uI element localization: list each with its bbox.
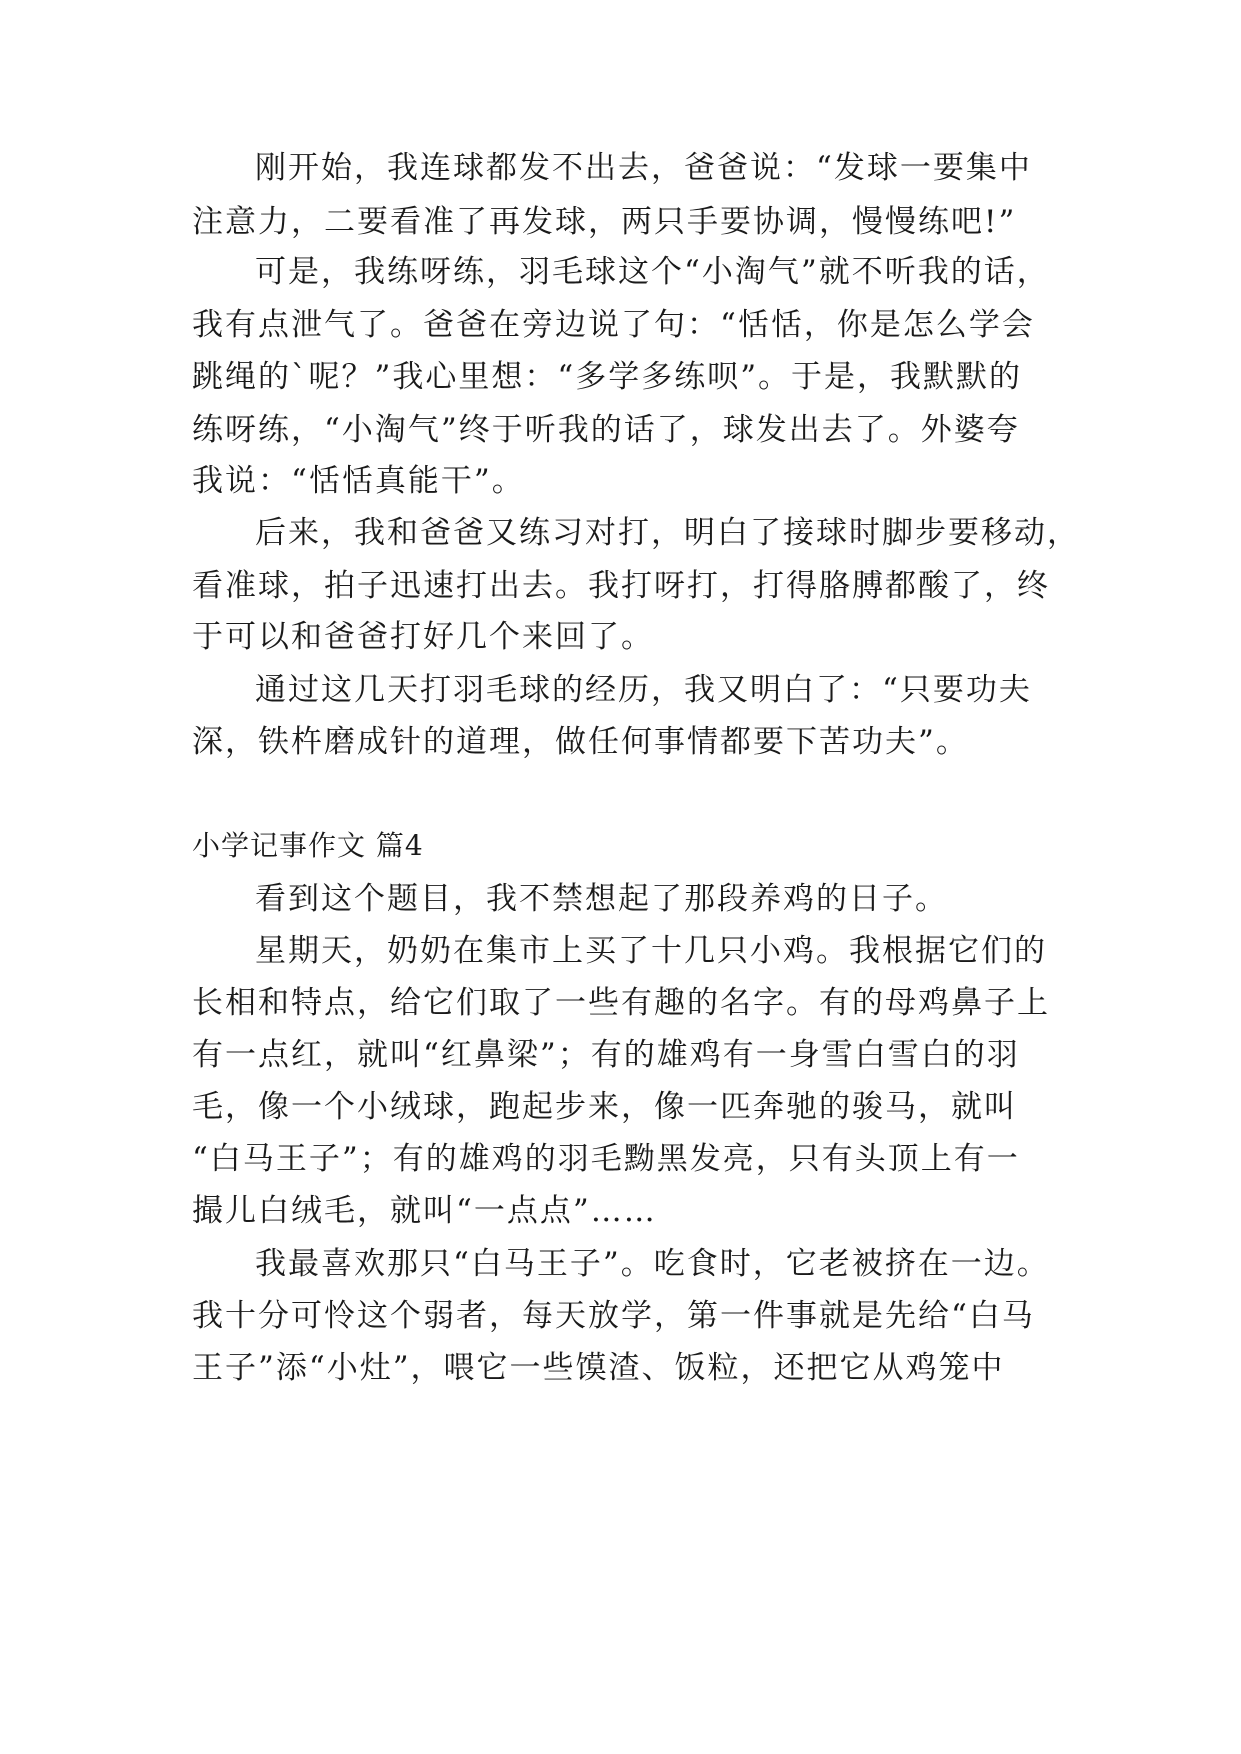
text-line: 星期天，奶奶在集市上买了十几只小鸡。我根据它们的 [255, 933, 1047, 969]
text-line: 可是，我练呀练，羽毛球这个“小淘气”就不听我的话， [255, 254, 1050, 290]
text-line: 有一点红，就叫“红鼻梁”；有的雄鸡有一身雪白雪白的羽 [192, 1037, 1020, 1073]
text-line: 通过这几天打羽毛球的经历，我又明白了：“只要功夫 [255, 672, 1032, 708]
text-line: 撮儿白绒毛，就叫“一点点”…… [192, 1193, 657, 1229]
text-line: 练呀练，“小淘气”终于听我的话了，球发出去了。外婆夸 [192, 412, 1020, 448]
text-line: 我有点泄气了。爸爸在旁边说了句：“恬恬，你是怎么学会 [192, 307, 1035, 343]
text-line: 我十分可怜这个弱者，每天放学，第一件事就是先给“白马 [192, 1298, 1035, 1334]
text-line: 刚开始，我连球都发不出去，爸爸说：“发球一要集中 [255, 150, 1032, 186]
text-line: 我最喜欢那只“白马王子”。吃食时，它老被挤在一边。 [255, 1246, 1050, 1282]
text-line: 深，铁杵磨成针的道理，做任何事情都要下苦功夫”。 [192, 724, 969, 760]
text-line: “白马王子”；有的雄鸡的羽毛黝黑发亮，只有头顶上有一 [192, 1141, 1020, 1177]
text-line: 王子”添“小灶”，喂它一些馍渣、饭粒，还把它从鸡笼中 [192, 1350, 1005, 1386]
text-line: 后来，我和爸爸又练习对打，明白了接球时脚步要移动， [255, 515, 1080, 551]
text-line: 跳绳的`呢？”我心里想：“多学多练呗”。于是，我默默的 [192, 359, 1023, 395]
text-line: 于可以和爸爸打好几个来回了。 [192, 619, 654, 655]
text-line: 长相和特点，给它们取了一些有趣的名字。有的母鸡鼻子上 [192, 985, 1050, 1021]
text-line: 看准球，拍子迅速打出去。我打呀打，打得胳膊都酸了，终 [192, 568, 1050, 604]
text-line: 我说：“恬恬真能干”。 [192, 463, 525, 499]
text-line: 看到这个题目，我不禁想起了那段养鸡的日子。 [255, 881, 948, 917]
section-heading: 小学记事作文 篇4 [192, 829, 424, 862]
text-line: 注意力，二要看准了再发球，两只手要协调，慢慢练吧!” [192, 204, 1017, 240]
text-line: 毛，像一个小绒球，跑起步来，像一匹奔驰的骏马，就叫 [192, 1089, 1017, 1125]
